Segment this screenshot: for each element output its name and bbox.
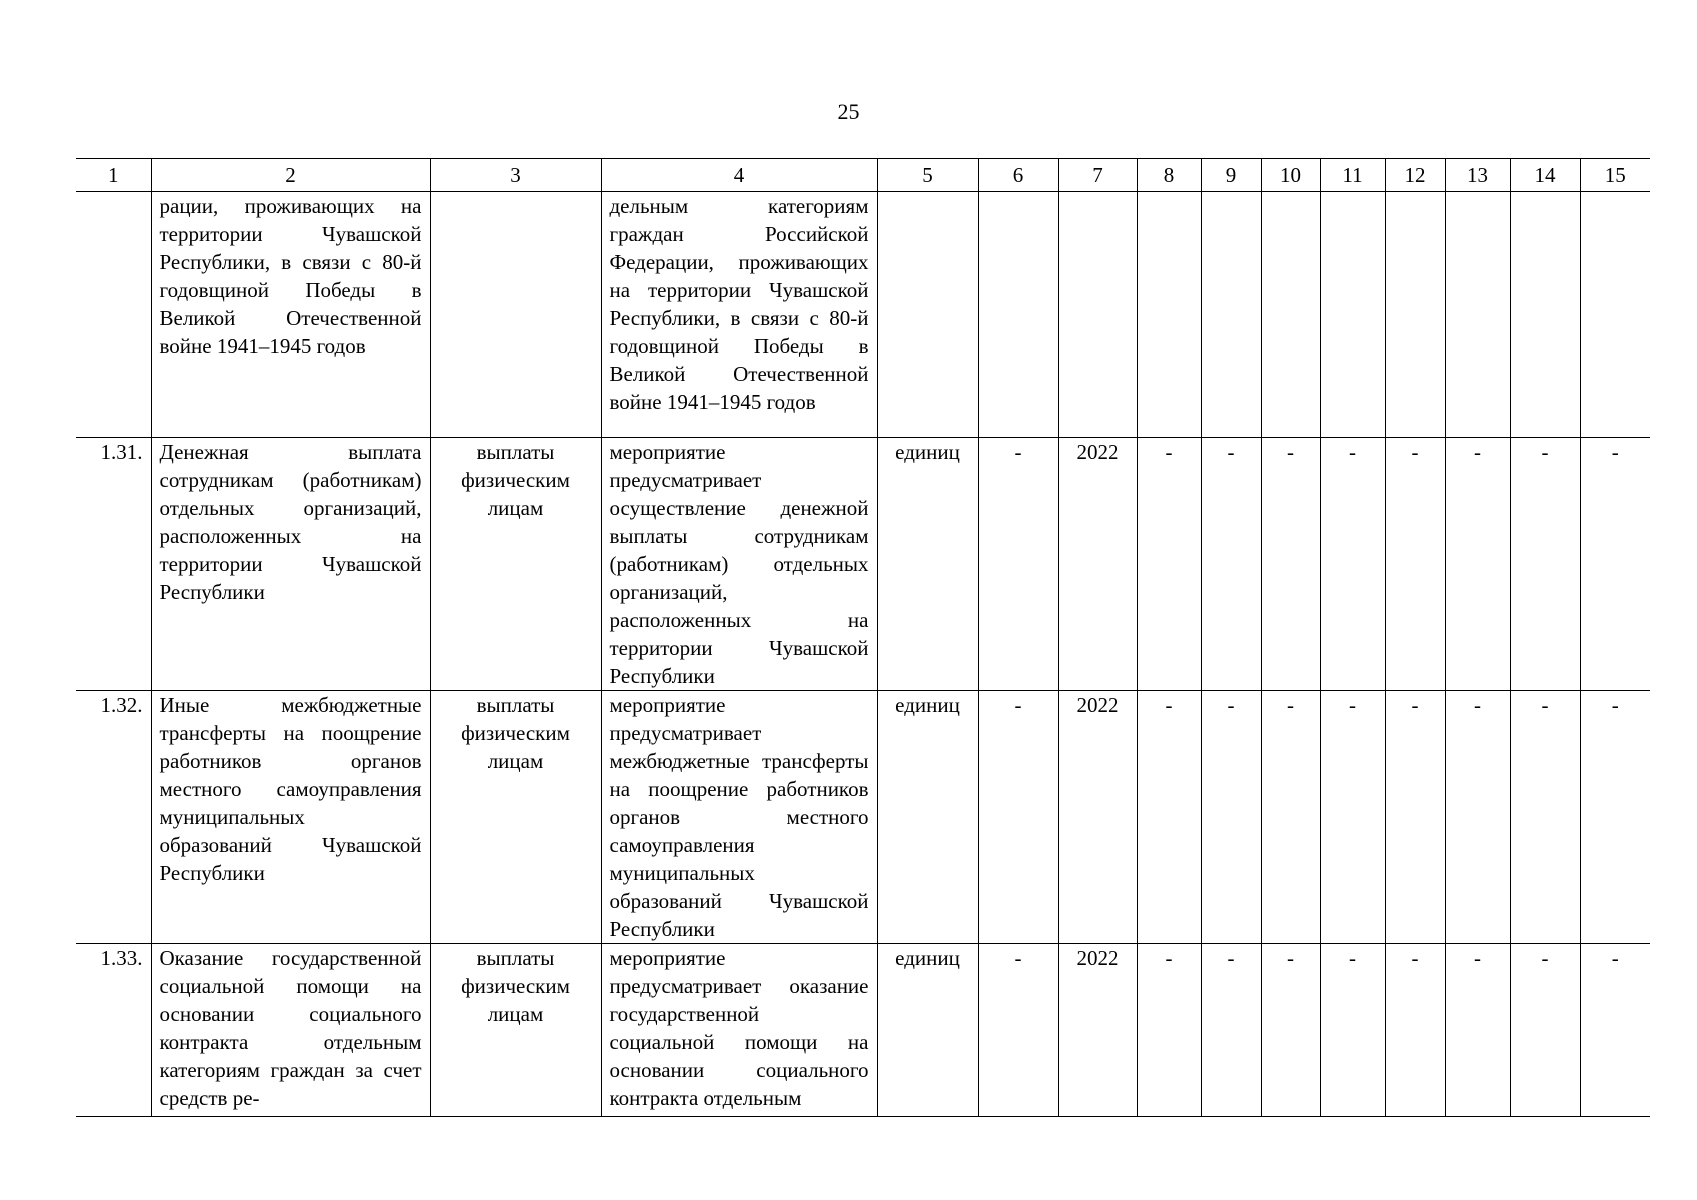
measure-name: Денежная выплата сотрудникам (работникам) отдельных организаций, расположенных на территории Чувашской Республики [151, 438, 430, 691]
column-header: 2 [151, 159, 430, 192]
unit-cell: единиц [877, 944, 978, 1117]
measure-type: выплаты физическим лицам [430, 438, 601, 691]
value-cell [1058, 192, 1137, 438]
program-table [76, 158, 1650, 1117]
measure-description: мероприятие предусматривает осуществление денежной выплаты сотрудникам (работникам) отдельных организаций, расположенных на территории Чувашской Республики [601, 438, 877, 691]
column-header: 14 [1510, 159, 1580, 192]
page-number: 25 [837, 99, 860, 124]
row-number [76, 192, 151, 438]
value-cell: - [1137, 438, 1201, 691]
unit-cell: единиц [877, 438, 978, 691]
value-cell: - [978, 944, 1058, 1117]
measure-name: Иные межбюджетные трансферты на поощрение работников органов местного самоуправления муниципальных образований Чувашской Республики [151, 691, 430, 944]
value-cell: - [1580, 438, 1650, 691]
column-header: 3 [430, 159, 601, 192]
column-header: 13 [1445, 159, 1510, 192]
column-number-row [76, 159, 1650, 192]
value-cell [1385, 192, 1445, 438]
value-cell: - [1580, 691, 1650, 944]
value-cell [1320, 192, 1385, 438]
measure-name: рации, проживающих на территории Чувашской Республики, в связи с 80-й годовщиной Победы в Великой Отечественной войне 1941–1945 годов [151, 192, 430, 438]
column-header: 12 [1385, 159, 1445, 192]
value-cell: - [1201, 944, 1261, 1117]
column-header: 11 [1320, 159, 1385, 192]
table-row [76, 192, 1650, 438]
value-cell: 2022 [1058, 944, 1137, 1117]
value-cell: - [1261, 438, 1320, 691]
column-header: 4 [601, 159, 877, 192]
value-cell: - [1510, 691, 1580, 944]
measure-type: выплаты физическим лицам [430, 944, 601, 1117]
measure-description: мероприятие предусматривает межбюджетные трансферты на поощрение работников органов местного самоуправления муниципальных образований Чувашской Республики [601, 691, 877, 944]
value-cell [1580, 192, 1650, 438]
value-cell: - [1320, 944, 1385, 1117]
value-cell: - [1320, 691, 1385, 944]
value-cell: - [1445, 438, 1510, 691]
value-cell: - [1510, 944, 1580, 1117]
value-cell [1261, 192, 1320, 438]
row-number: 1.32. [76, 691, 151, 944]
value-cell: - [1261, 691, 1320, 944]
measure-name: Оказание государственной социальной помощи на основании социального контракта отдельным категориям граждан за счет средств ре- [151, 944, 430, 1117]
value-cell: - [978, 691, 1058, 944]
value-cell: 2022 [1058, 438, 1137, 691]
value-cell: - [1137, 691, 1201, 944]
value-cell: - [1385, 691, 1445, 944]
column-header: 1 [76, 159, 151, 192]
unit-cell [877, 192, 978, 438]
column-header: 7 [1058, 159, 1137, 192]
table-row [76, 438, 1650, 691]
value-cell: 2022 [1058, 691, 1137, 944]
value-cell: - [1445, 691, 1510, 944]
value-cell [1137, 192, 1201, 438]
value-cell [1510, 192, 1580, 438]
row-number: 1.33. [76, 944, 151, 1117]
value-cell: - [1580, 944, 1650, 1117]
column-header: 15 [1580, 159, 1650, 192]
measure-type [430, 192, 601, 438]
value-cell: - [1320, 438, 1385, 691]
column-header: 9 [1201, 159, 1261, 192]
value-cell: - [1445, 944, 1510, 1117]
measure-description: мероприятие предусматривает оказание государственной социальной помощи на основании социального контракта отдельным [601, 944, 877, 1117]
value-cell: - [1385, 944, 1445, 1117]
unit-cell: единиц [877, 691, 978, 944]
table-row [76, 691, 1650, 944]
measure-type: выплаты физическим лицам [430, 691, 601, 944]
value-cell [1201, 192, 1261, 438]
value-cell: - [1201, 438, 1261, 691]
value-cell [978, 192, 1058, 438]
value-cell: - [1261, 944, 1320, 1117]
value-cell: - [1137, 944, 1201, 1117]
measure-description: дельным категориям граждан Российской Федерации, проживающих на территории Чувашской Республики, в связи с 80-й годовщиной Победы в Великой Отечественной войне 1941–1945 годов [601, 192, 877, 438]
value-cell: - [1201, 691, 1261, 944]
value-cell: - [1510, 438, 1580, 691]
value-cell [1445, 192, 1510, 438]
column-header: 5 [877, 159, 978, 192]
column-header: 6 [978, 159, 1058, 192]
row-number: 1.31. [76, 438, 151, 691]
column-header: 10 [1261, 159, 1320, 192]
value-cell: - [1385, 438, 1445, 691]
table-row [76, 944, 1650, 1117]
value-cell: - [978, 438, 1058, 691]
column-header: 8 [1137, 159, 1201, 192]
